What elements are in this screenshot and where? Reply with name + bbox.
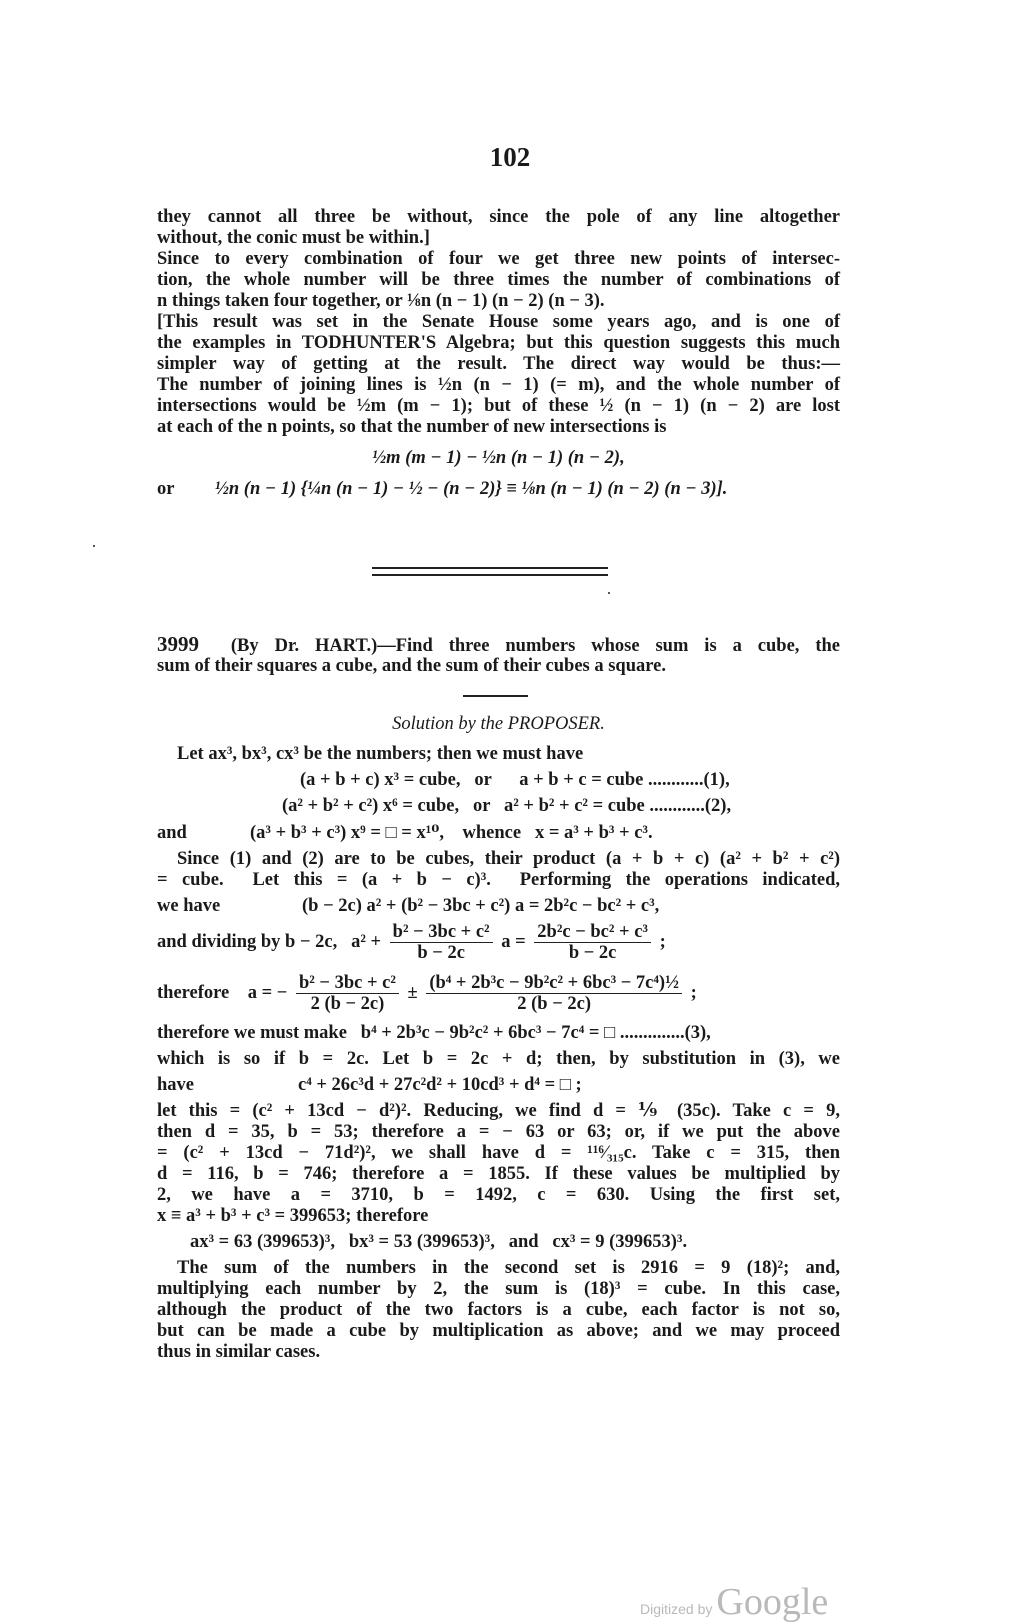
divider-rule [372, 574, 608, 576]
watermark-prefix: Digitized by [640, 1601, 713, 1617]
denominator: 2 (b − 2c) [310, 994, 385, 1014]
text-line: then d = 35, b = 53; therefore a = − 63 or 63; or, if we put the above [157, 1122, 840, 1142]
fraction [426, 973, 682, 1014]
denominator: b − 2c [417, 943, 465, 963]
equation: ax³ = 63 (399653)³, bx³ = 53 (399653)³, and cx³ = 9 (399653)³. [190, 1232, 688, 1252]
text-line: Let ax³, bx³, cx³ be the numbers; then we must have [177, 744, 584, 764]
text-line: = (c² + 13cd − 71d²)², we shall have d = ¹¹⁶⁄₃₁₅c. Take c = 315, then [157, 1143, 840, 1163]
equation: (a + b + c) x³ = cube, or a + b + c = cube ............(1), [300, 770, 730, 790]
problem-line: sum of their squares a cube, and the sum of their cubes a square. [157, 656, 666, 676]
equation: (a³ + b³ + c³) x⁹ = □ = x¹⁰, whence x = a³ + b³ + c³. [250, 823, 653, 843]
solution-heading: Solution by the PROPOSER. [392, 714, 605, 734]
problem-number: 3999 [157, 632, 199, 656]
page-number: 102 [489, 142, 531, 172]
text-line: tion, the whole number will be three times the number of combinations of [157, 270, 840, 290]
text-line: [This result was set in the Senate House some years ago, and is one of [157, 312, 840, 332]
equation-lead: have [157, 1075, 194, 1095]
text-line: d = 116, b = 746; therefore a = 1855. If these values be multiplied by [157, 1164, 840, 1184]
divider-rule [372, 567, 608, 569]
text-line: Since to every combination of four we get three new points of intersec- [157, 249, 840, 269]
numerator: 2b²c − bc² + c³ [534, 922, 651, 943]
fraction [534, 922, 651, 963]
watermark-brand: Google [716, 1581, 829, 1623]
text-line: but can be made a cube by multiplication as above; and we may proceed [157, 1321, 840, 1341]
text-line: simpler way of getting at the result. The direct way would be thus:— [157, 354, 840, 374]
equation-part: a² + [351, 931, 382, 952]
text-line: The number of joining lines is ½n (n − 1) (= m), and the whole number of [157, 375, 840, 395]
equation: ½m (m − 1) − ½n (n − 1) (n − 2), [372, 448, 625, 468]
equation-part: ; [659, 931, 666, 952]
fraction [390, 922, 493, 963]
equation-part: a = [501, 931, 526, 952]
numerator: b² − 3bc + c² [296, 973, 399, 994]
equation-lead: or [157, 479, 175, 499]
scan-speck [93, 545, 95, 547]
equation: therefore we must make b⁴ + 2b³c − 9b²c² + 6bc³ − 7c⁴ = □ ..............(3), [157, 1023, 711, 1043]
text-line: without, the conic must be within.] [157, 228, 430, 248]
equation-lead: and dividing by b − 2c, [157, 931, 338, 952]
denominator: b − 2c [568, 943, 617, 963]
equation-lead: we have [157, 896, 221, 916]
numerator: (b⁴ + 2b³c − 9b²c² + 6bc³ − 7c⁴)½ [426, 973, 682, 994]
equation: (a² + b² + c²) x⁶ = cube, or a² + b² + c² = cube ............(2), [282, 796, 732, 816]
numerator: b² − 3bc + c² [390, 922, 493, 943]
equation-lead: and [157, 823, 187, 843]
text-line: thus in similar cases. [157, 1342, 321, 1362]
text-line: x ≡ a³ + b³ + c³ = 399653; therefore [157, 1206, 429, 1226]
text-line: which is so if b = 2c. Let b = 2c + d; then, by substitution in (3), we [157, 1049, 840, 1069]
text-line: = cube. Let this = (a + b − c)³. Performing the operations indicated, [157, 870, 840, 890]
divider-rule [463, 695, 528, 697]
text-line: at each of the n points, so that the number of new intersections is [157, 417, 667, 437]
equation-part: a = − [247, 982, 288, 1003]
text-line: although the product of the two factors is a cube, each factor is not so, [157, 1300, 840, 1320]
denominator: 2 (b − 2c) [517, 994, 592, 1014]
equation-part: ± [407, 982, 418, 1003]
text-line: let this = (c² + 13cd − d²)². Reducing, we find d = ⅑ (35c). Take c = 9, [157, 1101, 840, 1121]
problem-text: (By Dr. HART.)—Find three numbers whose sum is a cube, the [230, 636, 841, 656]
text-line: the examples in TODHUNTER'S Algebra; but this question suggests this much [157, 333, 840, 353]
equation-row [157, 973, 840, 1014]
equation-lead: therefore [157, 982, 230, 1003]
problem-line [157, 634, 840, 657]
equation: ½n (n − 1) {¼n (n − 1) − ½ − (n − 2)} ≡ ⅛n (n − 1) (n − 2) (n − 3)]. [215, 479, 728, 499]
equation: c⁴ + 26c³d + 27c²d² + 10cd³ + d⁴ = □ ; [298, 1075, 582, 1095]
equation-part: ; [690, 982, 697, 1003]
text-line: Since (1) and (2) are to be cubes, their product (a + b + c) (a² + b² + c²) [177, 849, 840, 869]
text-line: n things taken four together, or ⅛n (n − 1) (n − 2) (n − 3). [157, 291, 605, 311]
text-line: 2, we have a = 3710, b = 1492, c = 630. Using the first set, [157, 1185, 840, 1205]
equation-row [157, 922, 840, 963]
scan-speck [608, 592, 610, 594]
fraction [296, 973, 399, 1014]
text-line: they cannot all three be without, since the pole of any line altogether [157, 207, 840, 227]
watermark [640, 1580, 828, 1624]
equation: (b − 2c) a² + (b² − 3bc + c²) a = 2b²c − bc² + c³, [302, 896, 660, 916]
text-line: The sum of the numbers in the second set is 2916 = 9 (18)²; and, [177, 1258, 840, 1278]
text-line: multiplying each number by 2, the sum is (18)³ = cube. In this case, [157, 1279, 840, 1299]
text-line: intersections would be ½m (m − 1); but of these ½ (n − 1) (n − 2) are lost [157, 396, 840, 416]
